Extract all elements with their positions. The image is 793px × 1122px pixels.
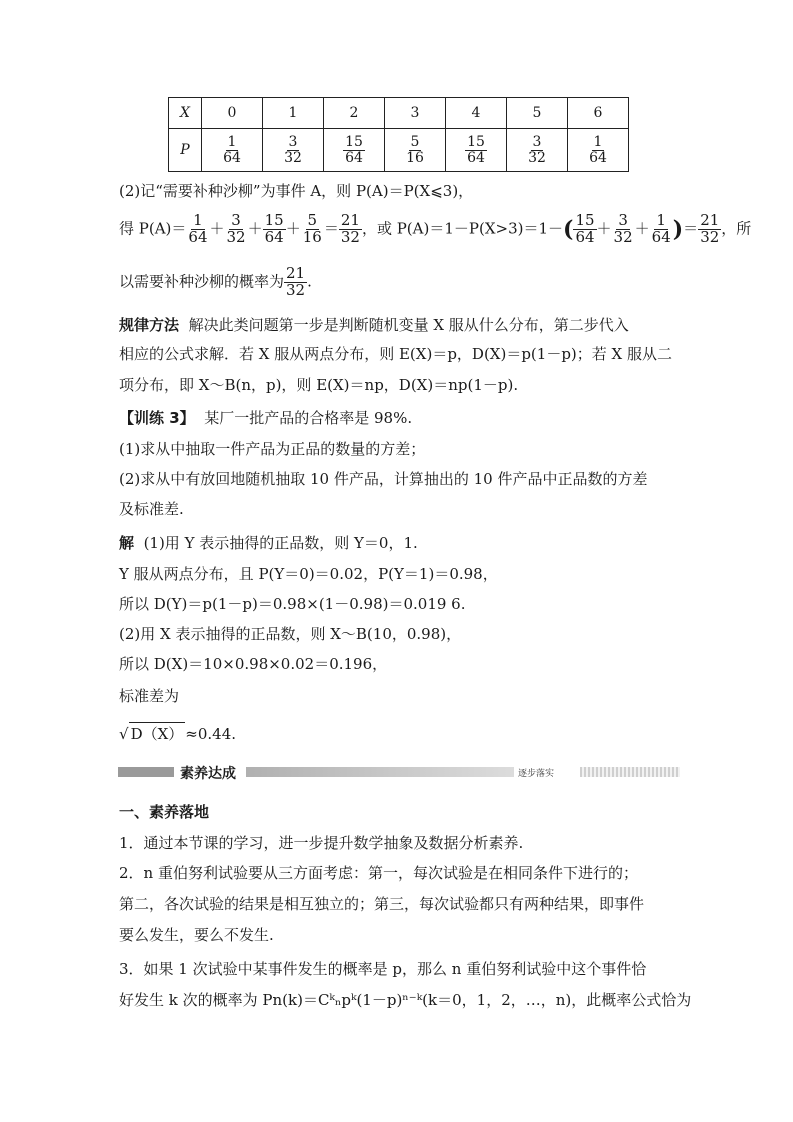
section-item2-line2: 第二，各次试验的结果是相互独立的；第三，每次试验都只有两种结果，即事件: [119, 895, 645, 913]
fraction-denominator: 64: [589, 149, 607, 166]
banner-subtitle: 逐步落实: [518, 769, 555, 779]
x-value-cell: 3: [385, 98, 446, 129]
sqrt-radicand: D（X）: [129, 722, 186, 744]
x-value-cell: 2: [324, 98, 385, 129]
solution-line2: Y 服从两点分布，且 P(Y＝0)＝0.02，P(Y＝1)＝0.98，: [119, 565, 498, 583]
fraction-denominator: 64: [467, 149, 485, 166]
fraction-numerator: 5: [307, 211, 318, 229]
solution-line4: (2)用 X 表示抽得的正品数，则 X～B(10，0.98)，: [119, 625, 462, 643]
p-value-cell: [324, 129, 385, 172]
fraction-numerator: 5: [410, 133, 420, 150]
fraction-denominator: 32: [340, 227, 360, 246]
p-value-cell: [202, 129, 263, 172]
fraction: [225, 213, 248, 246]
fraction-denominator: 32: [700, 227, 720, 246]
x-value-cell: 4: [446, 98, 507, 129]
fraction-denominator: 64: [651, 227, 671, 246]
x-value-cell: 1: [263, 98, 324, 129]
section-heading: 一、素养落地: [119, 803, 210, 821]
table-row-x: [169, 98, 629, 129]
part2-line2: 得 P(A)＝ $\frac{1}{64}$ ＋ $\frac{3}{32}$ ＋ $\frac{15}{64}$ ＋ $\frac{5}{16}$ ＝ $\frac{21}{32}$ ，或 P(A)＝1－P(X>3)＝1－( $\frac{15}{64}$ ＋ $\frac{3}{32}$ ＋ $\frac{1}{64}$ )＝ $\frac{21}{32}$ ，所: [119, 211, 752, 246]
method-label: 规律方法: [119, 316, 180, 334]
method-line3: 项分布，即 X～B(n，p)，则 E(X)＝np，D(X)＝np(1－p).: [119, 376, 519, 394]
solution-line1: [119, 532, 418, 553]
period: .: [307, 272, 312, 291]
fraction: [698, 213, 721, 246]
fraction-numerator: 1: [227, 133, 237, 150]
table-row-p: [169, 129, 629, 172]
x-value-cell: 0: [202, 98, 263, 129]
fraction: [573, 213, 596, 246]
training-q1: (1)求从中抽取一件产品为正品的数量的方差；: [119, 440, 426, 458]
solution-line5: 所以 D(X)＝10×0.98×0.02＝0.196，: [119, 655, 388, 673]
p-value-cell: [507, 129, 568, 172]
fraction-numerator: 21: [700, 211, 720, 229]
fraction: [186, 213, 209, 246]
fraction-denominator: 32: [286, 280, 306, 299]
sqrt-expression: [119, 722, 236, 744]
distribution-table: [168, 97, 629, 172]
sqrt-result: ≈0.44.: [185, 725, 237, 743]
fraction-numerator: 1: [593, 133, 603, 150]
part2-line3: [119, 266, 312, 299]
fraction-numerator: 15: [264, 211, 284, 229]
p-value-cell: [263, 129, 324, 172]
p-value-cell: [568, 129, 629, 172]
p-value-cell: [446, 129, 507, 172]
solution-label: 解: [119, 534, 135, 552]
section-item3-line1: 3．如果 1 次试验中某事件发生的概率是 p，那么 n 重伯努利试验中这个事件恰: [119, 960, 647, 978]
sqrt-symbol: √: [119, 725, 129, 743]
fraction-numerator: 21: [286, 264, 306, 282]
section-item1: 1．通过本节课的学习，进一步提升数学抽象及数据分析素养.: [119, 834, 524, 852]
fraction-numerator: 1: [193, 211, 203, 229]
solution-line6: 标准差为: [119, 687, 180, 705]
fraction-denominator: 32: [284, 149, 302, 166]
part2-suo: ，所: [721, 219, 752, 238]
fraction: [339, 213, 362, 246]
fraction-denominator: 64: [575, 227, 595, 246]
fraction-numerator: 3: [288, 133, 298, 150]
part2-line3-text: 以需要补种沙柳的概率为: [119, 272, 285, 291]
x-value-cell: 6: [568, 98, 629, 129]
banner-bar-middle: [246, 767, 514, 777]
method-line1: [119, 314, 629, 335]
training-stem: 某厂一批产品的合格率是 98%.: [204, 409, 413, 427]
left-paren: (: [563, 216, 574, 243]
fraction-denominator: 64: [345, 149, 363, 166]
fraction-denominator: 64: [188, 227, 208, 246]
training-q2-line2: 及标准差.: [119, 500, 184, 518]
training-line: [119, 407, 412, 428]
banner-bar-left: [118, 767, 174, 777]
part2-line1: (2)记“需要补种沙柳”为事件 A，则 P(A)＝P(X⩽3)，: [119, 182, 474, 200]
right-paren: ): [672, 216, 684, 243]
part2-alt-text: ，或 P(A)＝1－P(X>3)＝1－: [361, 219, 564, 238]
solution-line3: 所以 D(Y)＝p(1－p)＝0.98×(1－0.98)＝0.019 6.: [119, 595, 466, 613]
section-item3-line2: 好发生 k 次的概率为 Pn(k)＝Cᵏₙpᵏ(1－p)ⁿ⁻ᵏ(k＝0，1，2，…，n)，此概率公式恰为: [119, 991, 692, 1009]
banner-title: 素养达成: [180, 766, 236, 782]
fraction: [263, 213, 286, 246]
fraction-denominator: 32: [528, 149, 546, 166]
row-label-x: X: [169, 98, 202, 129]
part2-prefix: 得 P(A)＝: [119, 219, 187, 238]
section-item2-line3: 要么发生，要么不发生.: [119, 926, 274, 944]
fraction-denominator: 64: [264, 227, 284, 246]
fraction-numerator: 1: [656, 211, 666, 229]
fraction-numerator: 3: [231, 211, 241, 229]
x-value-cell: 5: [507, 98, 568, 129]
fraction-numerator: 15: [575, 211, 595, 229]
fraction: [612, 213, 635, 246]
fraction-denominator: 64: [223, 149, 241, 166]
fraction: [284, 266, 307, 299]
fraction: [650, 213, 673, 246]
fraction-numerator: 15: [345, 133, 363, 150]
fraction: [301, 213, 324, 246]
row-label-p: P: [169, 129, 202, 172]
method-text-1: 解决此类问题第一步是判断随机变量 X 服从什么分布，第二步代入: [188, 316, 629, 334]
fraction-denominator: 16: [406, 149, 424, 166]
fraction-denominator: 32: [226, 227, 246, 246]
fraction-numerator: 3: [532, 133, 542, 150]
section-banner: [118, 764, 680, 780]
fraction-denominator: 32: [613, 227, 633, 246]
method-line2: 相应的公式求解．若 X 服从两点分布，则 E(X)＝p，D(X)＝p(1－p)；若 X 服从二: [119, 345, 672, 363]
fraction-denominator: 16: [302, 227, 322, 246]
p-value-cell: [385, 129, 446, 172]
section-item2-line1: 2．n 重伯努利试验要从三方面考虑：第一，每次试验是在相同条件下进行的；: [119, 864, 638, 882]
banner-bar-right: [580, 767, 680, 777]
training-q2-line1: (2)求从中有放回地随机抽取 10 件产品，计算抽出的 10 件产品中正品数的方差: [119, 470, 648, 488]
fraction-numerator: 3: [618, 211, 628, 229]
solution-text-1: (1)用 Y 表示抽得的正品数，则 Y＝0，1.: [143, 534, 418, 552]
training-label: 【训练 3】: [119, 409, 195, 427]
fraction-numerator: 15: [467, 133, 485, 150]
fraction-numerator: 21: [340, 211, 360, 229]
